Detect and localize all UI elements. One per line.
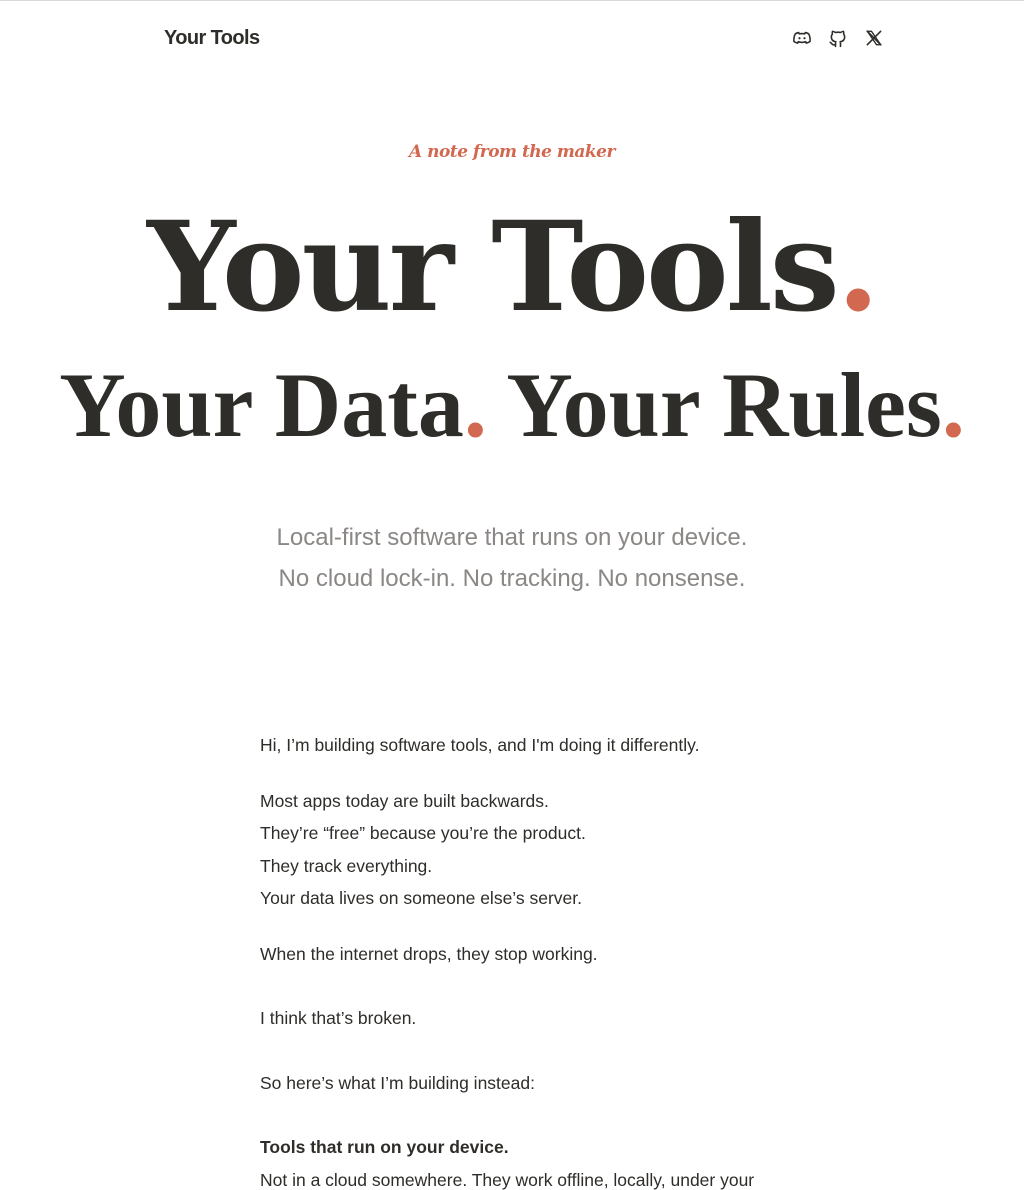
note-paragraph-problems <box>260 785 780 915</box>
hero-title-text: Your Tools <box>147 195 837 340</box>
github-icon <box>828 28 848 48</box>
hero-subtitle-dot1: . <box>463 354 487 456</box>
brand-logo-link[interactable]: Your Tools <box>164 27 260 49</box>
hero-title <box>0 193 1024 343</box>
note-line: They track everything. <box>260 855 433 876</box>
hero-tagline <box>0 517 1024 599</box>
note-line: Most apps today are built backwards. <box>260 790 549 811</box>
note-line: They’re “free” because you’re the product. <box>260 823 586 843</box>
note-paragraph-broken: I think that’s broken. <box>260 1008 417 1028</box>
note-paragraph-offline: When the internet drops, they stop working. <box>260 943 598 964</box>
github-link[interactable] <box>828 28 848 48</box>
site-header <box>0 1 1024 77</box>
discord-link[interactable] <box>792 28 812 48</box>
tagline-line-2: No cloud lock-in. No tracking. No nonsense. <box>278 565 746 592</box>
social-links <box>792 28 884 48</box>
hero-subtitle <box>0 355 1024 455</box>
x-twitter-icon <box>864 28 884 48</box>
hero-subtitle-part1: Your Data <box>59 354 464 456</box>
hero-title-dot: . <box>836 195 877 340</box>
note-line: Your data lives on someone else’s server. <box>260 888 582 908</box>
hero-eyebrow: A note from the maker <box>409 142 615 162</box>
discord-icon <box>792 28 812 48</box>
note-intro: Hi, I’m building software tools, and I'm doing it differently. <box>260 735 700 755</box>
maker-note <box>260 729 780 1190</box>
hero-subtitle-part2: Your Rules <box>486 354 942 456</box>
tagline-line-1: Local-first software that runs on your device. <box>276 524 748 551</box>
feature-title: Tools that run on your device. <box>260 1137 509 1157</box>
hero-subtitle-dot2: . <box>941 354 965 456</box>
x-twitter-link[interactable] <box>864 28 884 48</box>
feature-text: Not in a cloud somewhere. They work offline, locally, under your <box>260 1169 755 1190</box>
note-paragraph-instead: So here’s what I’m building instead: <box>260 1072 535 1093</box>
